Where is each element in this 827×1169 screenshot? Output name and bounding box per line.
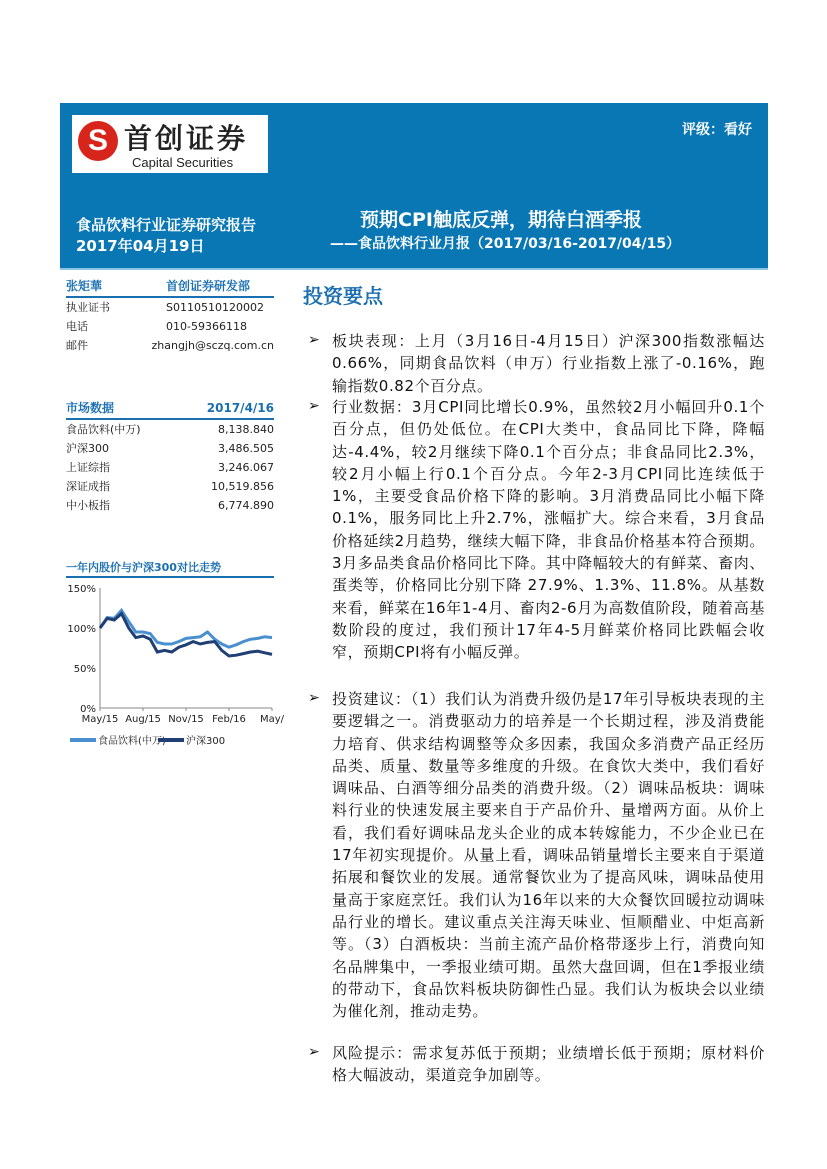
analyst-row bbox=[66, 298, 274, 317]
logo-en: Capital Securities bbox=[132, 155, 234, 170]
y-tick-label: 150% bbox=[67, 584, 96, 595]
row-value: zhangjh@sczq.com.cn bbox=[151, 339, 274, 352]
y-tick-label: 50% bbox=[73, 664, 96, 675]
report-subtitle: ——食品饮料行业月报（2017/03/16-2017/04/15） bbox=[330, 236, 681, 252]
bullet-arrow-icon: ➢ bbox=[308, 398, 320, 414]
market-header bbox=[66, 398, 274, 420]
market-date: 2017/4/16 bbox=[206, 401, 274, 415]
row-label: 执业证书 bbox=[66, 301, 110, 314]
series-line-1 bbox=[100, 614, 272, 656]
row-label: 中小板指 bbox=[66, 499, 110, 512]
x-tick-label: Nov/15 bbox=[168, 714, 204, 725]
row-value: 3,246.067 bbox=[218, 461, 274, 474]
analyst-name: 张矩華 bbox=[66, 279, 103, 293]
company-logo bbox=[72, 115, 268, 173]
logo-s-icon: S bbox=[78, 121, 118, 161]
market-row bbox=[66, 458, 274, 477]
bullet-paragraph: 投资建议：（1）我们认为消费升级仍是17年引导板块表现的主要逻辑之一。消费驱动力的培养是一个长期过程，涉及消费能力培育、供求结构调整等众多因素，我国众多消费产品正经历品类、质量、数量等多维度的升级。在食饮大类中，我们看好调味品、白酒等细分品类的消费升级。（2）调味品板块：调味料行业的快速发展主要来自于产品价升、量增两方面。从价上看，我们看好调味品龙头企业的成本转嫁能力，不少企业已在17年初实现提价。从量上看，调味品销量增长主要来自于渠道拓展和餐饮业的发展。通常餐饮业为了提高风味，调味品使用量高于家庭烹饪。我们认为16年以来的大众餐饮回暖拉动调味品行业的增长。建议重点关注海天味业、恒顺醋业、中炬高新等。（3）白酒板块：当前主流产品价格带逐步上行，消费向知名品牌集中，一季报业绩可期。虽然大盘回调，但在1季报业绩的带动下，食品饮料板块防御性凸显。我们认为板块会以业绩为催化剂，推动走势。 bbox=[332, 690, 765, 1021]
price-chart bbox=[66, 560, 285, 760]
market-rows bbox=[66, 420, 274, 515]
bullet-arrow-icon: ➢ bbox=[308, 690, 320, 706]
bullet-arrow-icon: ➢ bbox=[308, 1044, 320, 1060]
chart-svg bbox=[66, 580, 285, 760]
report-title: 预期CPI触底反弹，期待白酒季报 bbox=[360, 209, 642, 231]
row-value: S0110510120002 bbox=[166, 301, 264, 314]
bullet-paragraph: 行业数据：3月CPI同比增长0.9%，虽然较2月小幅回升0.1个百分点，但仍处低位。在CPI大类中，食品同比下降，降幅达-4.4%，较2月继续下降0.1个百分点；非食品同比2.3%，较2月小幅上行0.1个百分点。今年2-3月CPI同比连续低于1%，主要受食品价格下降的影响。3月消费品同比小幅下降0.1%，服务同比上升2.7%，涨幅扩大。综合来看，3月食品价格延续2月趋势，继续大幅下降，非食品价格基本符合预期。3月多品类食品价格同比下降。其中降幅较大的有鲜菜、畜肉、蛋类等，价格同比分别下降 27.9%、1.3%、11.8%。从基数来看，鲜菜在16年1-4月、畜肉2-6月为高数值阶段，随着高基数阶段的度过，我们预计17年4-5月鲜菜价格同比跌幅会收窄，预期CPI将有小幅反弹。 bbox=[332, 398, 765, 662]
section-title: 投资要点 bbox=[303, 284, 383, 308]
row-value: 6,774.890 bbox=[218, 499, 274, 512]
row-label: 深证成指 bbox=[66, 480, 110, 493]
bullet-arrow-icon: ➢ bbox=[308, 332, 320, 348]
rating: 评级：看好 bbox=[682, 122, 752, 138]
row-label: 沪深300 bbox=[66, 442, 109, 455]
row-label: 邮件 bbox=[66, 339, 88, 352]
series-line-0 bbox=[100, 610, 272, 647]
market-row bbox=[66, 420, 274, 439]
row-label: 上证综指 bbox=[66, 461, 110, 474]
bullet-paragraph: 风险提示：需求复苏低于预期；业绩增长低于预期；原材料价格大幅波动，渠道竞争加剧等。 bbox=[332, 1044, 765, 1085]
report-meta bbox=[76, 215, 256, 257]
analyst-rows bbox=[66, 298, 274, 355]
row-value: 8,138.840 bbox=[218, 423, 274, 436]
market-data bbox=[66, 398, 274, 515]
market-row bbox=[66, 439, 274, 458]
header-band bbox=[60, 103, 768, 270]
row-value: 10,519.856 bbox=[211, 480, 274, 493]
x-tick-label: Aug/15 bbox=[125, 714, 161, 725]
x-tick-label: Feb/16 bbox=[212, 714, 246, 725]
legend-label: 食品饮料(中万) bbox=[98, 736, 166, 747]
row-label: 食品饮料(中万) bbox=[66, 423, 141, 436]
logo-cn: 首创证券 bbox=[124, 122, 249, 155]
analyst-header bbox=[66, 276, 274, 298]
chart-title: 一年内股价与沪深300对比走势 bbox=[66, 560, 274, 578]
row-value: 3,486.505 bbox=[218, 442, 274, 455]
legend-label: 沪深300 bbox=[186, 736, 226, 747]
row-value: 010-59366118 bbox=[166, 320, 247, 333]
analyst-row bbox=[66, 317, 274, 336]
y-tick-label: 0% bbox=[80, 704, 96, 715]
market-row bbox=[66, 477, 274, 496]
analyst-info bbox=[66, 276, 274, 355]
row-label: 电话 bbox=[66, 320, 88, 333]
report-type: 食品饮料行业证券研究报告 bbox=[76, 216, 257, 234]
analyst-row bbox=[66, 336, 274, 355]
report-date: 2017年04月19日 bbox=[76, 237, 205, 255]
x-tick-label: May/15 bbox=[81, 714, 119, 725]
bullet-paragraph: 板块表现：上月（3月16日-4月15日）沪深300指数涨幅达 0.66%，同期食品饮料（申万）行业指数上涨了-0.16%，跑输指数0.82个百分点。 bbox=[332, 332, 765, 395]
y-tick-label: 100% bbox=[67, 624, 96, 635]
market-row bbox=[66, 496, 274, 515]
x-tick-label: May/ bbox=[259, 714, 285, 725]
analyst-dept: 首创证券研发部 bbox=[166, 279, 251, 293]
market-title: 市场数据 bbox=[66, 401, 115, 415]
